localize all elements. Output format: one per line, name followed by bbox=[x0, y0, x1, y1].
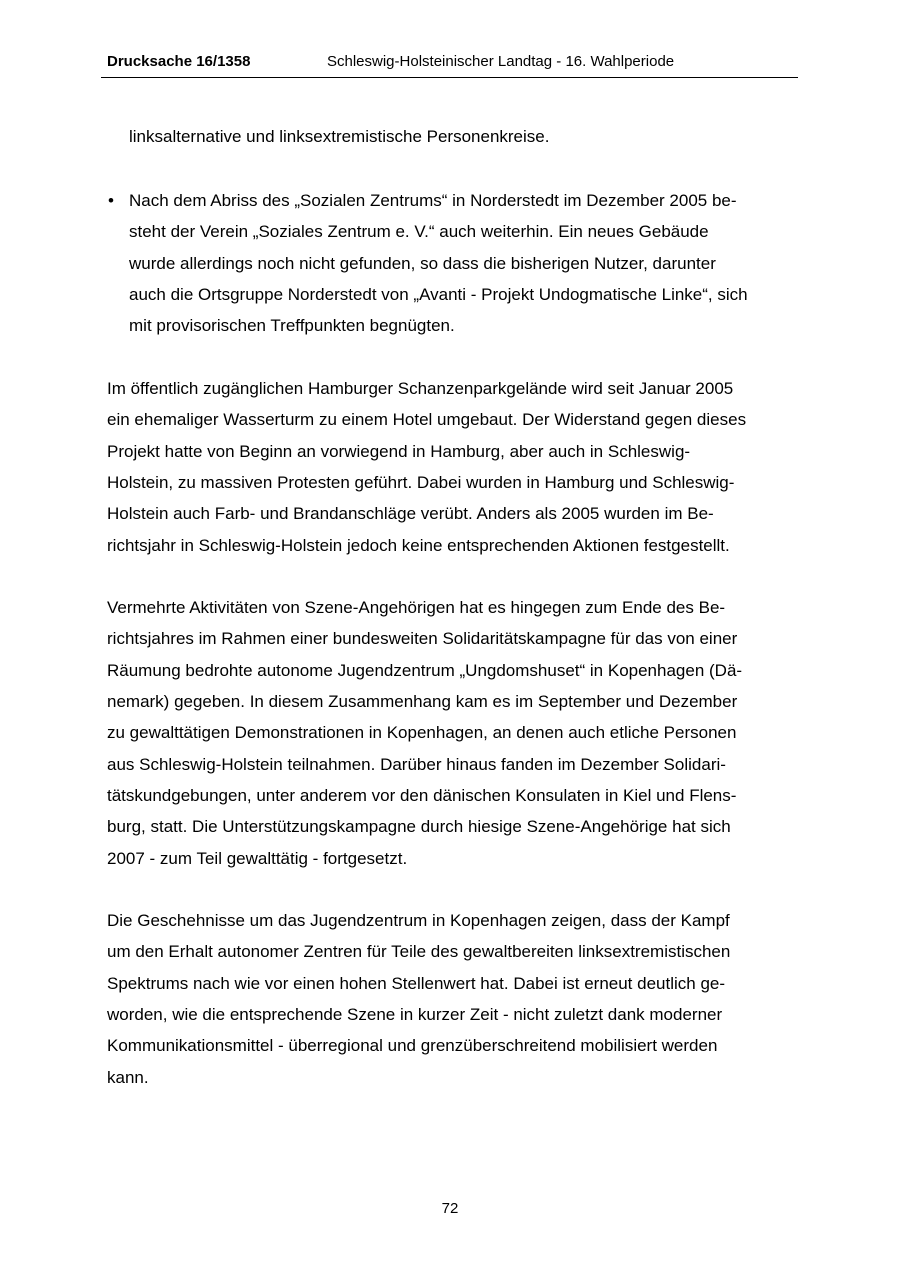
header-title: Schleswig-Holsteinischer Landtag - 16. Wahlperiode bbox=[327, 53, 675, 70]
paragraph-line: Vermehrte Aktivitäten von Szene-Angehörigen hat es hingegen zum Ende des Be- bbox=[107, 598, 726, 617]
paragraph-line: worden, wie die entsprechende Szene in kurzer Zeit - nicht zuletzt dank moderner bbox=[107, 1005, 723, 1024]
paragraph-line: Holstein, zu massiven Protesten geführt. Dabei wurden in Hamburg und Schleswig- bbox=[107, 473, 735, 492]
paragraph-line: aus Schleswig-Holstein teilnahmen. Darüber hinaus fanden im Dezember Solidari- bbox=[107, 755, 726, 774]
paragraph-line: richtsjahres im Rahmen einer bundesweiten Solidaritätskampagne für das von einer bbox=[107, 629, 738, 648]
paragraph-line: um den Erhalt autonomer Zentren für Teile des gewaltbereiten linksextremistischen bbox=[107, 942, 731, 961]
paragraph-line: Im öffentlich zugänglichen Hamburger Schanzenparkgelände wird seit Januar 2005 bbox=[107, 379, 734, 398]
bullet-line: Nach dem Abriss des „Sozialen Zentrums“ in Norderstedt im Dezember 2005 be- bbox=[129, 191, 737, 210]
paragraph-line: Die Geschehnisse um das Jugendzentrum in Kopenhagen zeigen, dass der Kampf bbox=[107, 911, 730, 930]
paragraph-line: Kommunikationsmittel - überregional und grenzüberschreitend mobilisiert werden bbox=[107, 1036, 718, 1055]
paragraph-line: kann. bbox=[107, 1068, 149, 1087]
page-header bbox=[101, 53, 798, 78]
paragraph-line: Holstein auch Farb- und Brandanschläge verübt. Anders als 2005 wurden im Be- bbox=[107, 504, 714, 523]
paragraph-line: burg, statt. Die Unterstützungskampagne durch hiesige Szene-Angehörige hat sich bbox=[107, 817, 731, 836]
bullet-line: auch die Ortsgruppe Norderstedt von „Avanti - Projekt Undogmatische Linke“, sich bbox=[129, 285, 748, 304]
paragraph-line: zu gewalttätigen Demonstrationen in Kopenhagen, an denen auch etliche Personen bbox=[107, 723, 737, 742]
document-number: Drucksache 16/1358 bbox=[107, 53, 251, 70]
paragraph-line: 2007 - zum Teil gewalttätig - fortgesetzt. bbox=[107, 849, 408, 868]
paragraph-line: Spektrums nach wie vor einen hohen Stellenwert hat. Dabei ist erneut deutlich ge- bbox=[107, 974, 726, 993]
paragraph-line: Projekt hatte von Beginn an vorwiegend in Hamburg, aber auch in Schleswig- bbox=[107, 442, 691, 461]
paragraph-line: nemark) gegeben. In diesem Zusammenhang kam es im September und Dezember bbox=[107, 692, 738, 711]
paragraph-line: ein ehemaliger Wasserturm zu einem Hotel umgebaut. Der Widerstand gegen dieses bbox=[107, 410, 747, 429]
paragraph-line: richtsjahr in Schleswig-Holstein jedoch keine entsprechenden Aktionen festgestellt. bbox=[107, 536, 730, 555]
bullet-line: wurde allerdings noch nicht gefunden, so dass die bisherigen Nutzer, darunter bbox=[129, 254, 716, 273]
page-number: 72 bbox=[441, 1200, 459, 1217]
paragraph-line: tätskundgebungen, unter anderem vor den dänischen Konsulaten in Kiel und Flens- bbox=[107, 786, 737, 805]
bullet-icon: • bbox=[108, 191, 114, 210]
bullet-line: mit provisorischen Treffpunkten begnügten. bbox=[129, 316, 455, 335]
paragraph-line: Räumung bedrohte autonome Jugendzentrum „Ungdomshuset“ in Kopenhagen (Dä- bbox=[107, 661, 743, 680]
bullet-line: steht der Verein „Soziales Zentrum e. V.“ auch weiterhin. Ein neues Gebäude bbox=[129, 222, 709, 241]
intro-line: linksalternative und linksextremistische Personenkreise. bbox=[129, 127, 550, 146]
